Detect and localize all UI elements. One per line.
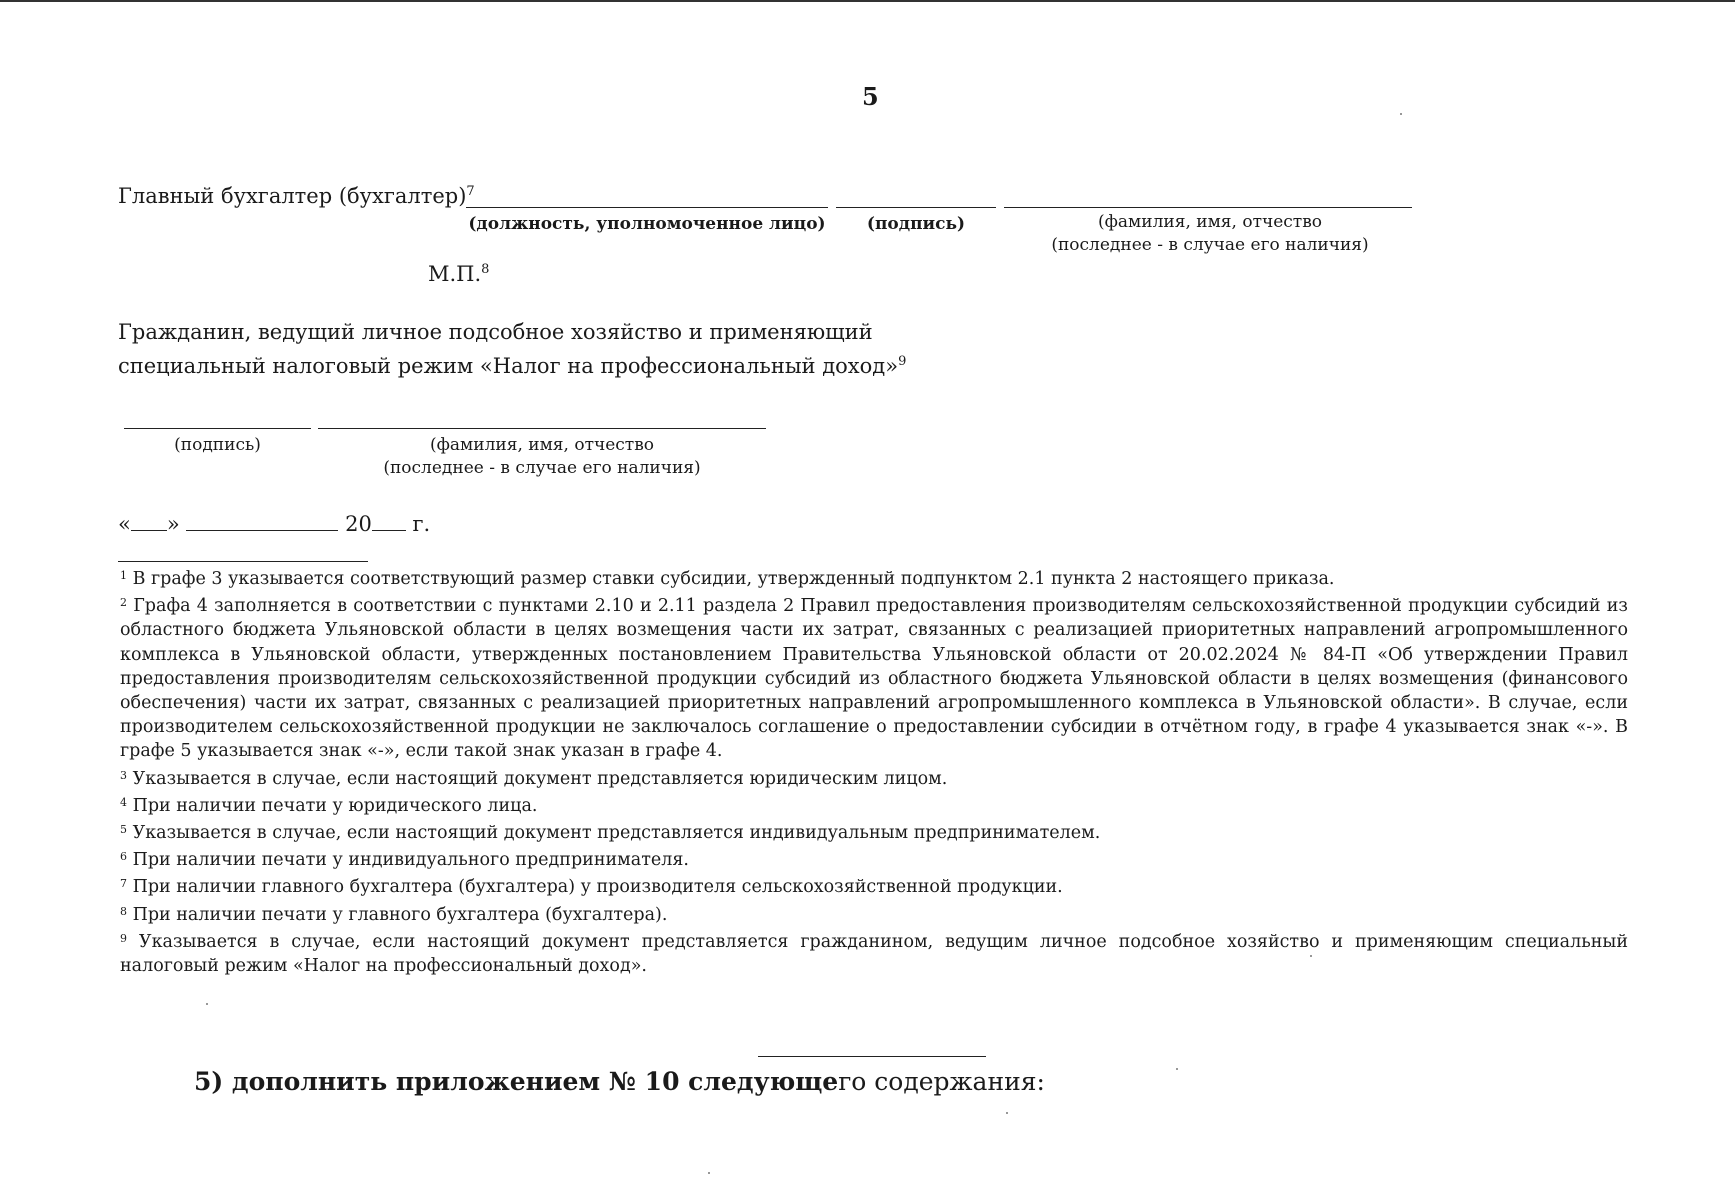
scan-speck (1006, 1112, 1008, 1114)
footnote-9 (120, 927, 1628, 978)
footnote-text: При наличии печати у индивидуального предпринимателя. (132, 850, 689, 871)
date-close-quote: » (166, 512, 180, 536)
footnote-8 (120, 900, 1628, 927)
citizen-name-caption-line2: (последнее - в случае его наличия) (383, 458, 701, 478)
footnote-number: 5 (120, 823, 127, 837)
footnote-text: Графа 4 заполняется в соответствии с пунктами 2.10 и 2.11 раздела 2 Правил предоставления производителям сельскохозяйственной продукции субсидий из областного бюджета Ульяновской области в целях возмещения части их затрат, связанных с реализацией приоритетных направлений агропромышленного комплекса в Ульяновской области, утвержденных постановлением Правительства Ульяновской области от 20.02.2024 № 84-П «Об утверждении Правил предоставления производителям сельскохозяйственной продукции субсидий из областного бюджета Ульяновской области в целях возмещения (финансового обеспечения) части их затрат, связанных с реализацией приоритетных направлений агропромышленного комплекса в Ульяновской области». В случае, если производителем сельскохозяйственной продукции не заключалось соглашение о предоставлении субсидии в отчётном году, в графе 4 указывается знак «-». В графе 5 указывается знак «-», если такой знак указан в графе 4. (120, 596, 1628, 762)
scan-speck (206, 1003, 208, 1005)
section-heading-bold: 5) дополнить приложением № 10 следующе (194, 1067, 839, 1096)
section-divider-line (758, 1056, 986, 1057)
stamp-label-text: М.П. (428, 262, 482, 286)
footnote-3 (120, 764, 1628, 791)
day-blank (131, 510, 167, 531)
year-suffix: г. (412, 512, 431, 536)
footnote-1 (120, 564, 1628, 591)
footnote-number: 3 (120, 768, 127, 782)
date-line (118, 510, 430, 536)
citizen-signature-line (124, 428, 311, 429)
footnote-number: 1 (120, 569, 127, 582)
footnote-separator (118, 561, 368, 562)
footnote-text: Указывается в случае, если настоящий документ представляется гражданином, ведущим личное подсобное хозяйство и применяющим специальный налоговый режим «Налог на профессиональный доход». (120, 931, 1628, 977)
citizen-title-line2 (118, 347, 906, 381)
scan-speck (1310, 955, 1312, 957)
footnote-ref: 8 (481, 262, 490, 277)
footnote-ref: 7 (466, 184, 475, 199)
footnote-number: 4 (120, 795, 127, 809)
footnote-text: В графе 3 указывается соответствующий размер ставки субсидии, утвержденный подпунктом 2.1 пункта 2 настоящего приказа. (132, 569, 1335, 589)
signature-line (836, 207, 996, 208)
chief-accountant-label-text: Главный бухгалтер (бухгалтер) (118, 184, 467, 208)
footnote-2 (120, 591, 1628, 763)
footnote-number: 9 (120, 931, 127, 945)
name-signature-line (1004, 207, 1412, 208)
top-border (0, 0, 1735, 2)
citizen-title-line1: Гражданин, ведущий личное подсобное хозяйство и применяющий (118, 320, 873, 344)
scan-speck (1400, 113, 1402, 115)
footnote-4 (120, 791, 1628, 818)
footnote-text: При наличии главного бухгалтера (бухгалтера) у производителя сельскохозяйственной продукции. (132, 877, 1063, 898)
footnote-text: При наличии печати у юридического лица. (132, 795, 538, 816)
citizen-signature-caption: (подпись) (174, 435, 261, 455)
name-caption-line2: (последнее - в случае его наличия) (1051, 235, 1369, 255)
name-caption-line1: (фамилия, имя, отчество (1097, 212, 1323, 232)
footnote-5 (120, 818, 1628, 845)
year-blank (372, 510, 406, 531)
position-caption: (должность, уполномоченное лицо) (468, 214, 826, 234)
stamp-label (428, 262, 489, 286)
date-open-quote: « (118, 512, 131, 536)
footnotes (120, 564, 1628, 978)
section-heading-rest: го содержания: (838, 1067, 1045, 1096)
name-caption (1030, 211, 1390, 257)
scan-speck (708, 1172, 710, 1174)
footnote-number: 6 (120, 850, 127, 864)
footnote-number: 2 (120, 596, 127, 610)
chief-accountant-label (118, 184, 475, 208)
signature-caption: (подпись) (866, 214, 966, 234)
footnote-ref: 9 (898, 354, 907, 369)
month-blank (186, 510, 338, 531)
footnote-text: При наличии печати у главного бухгалтера (бухгалтера). (132, 904, 668, 925)
footnote-6 (120, 845, 1628, 872)
citizen-name-caption-line1: (фамилия, имя, отчество (429, 435, 655, 455)
section-heading (194, 1067, 1045, 1096)
year-prefix: 20 (345, 512, 372, 536)
scan-speck (1176, 1068, 1178, 1070)
citizen-title-line2-text: специальный налоговый режим «Налог на профессиональный доход» (118, 354, 899, 378)
footnote-number: 8 (120, 904, 127, 918)
footnote-7 (120, 872, 1628, 899)
citizen-name-caption (318, 434, 766, 480)
citizen-title (118, 318, 906, 381)
footnote-text: Указывается в случае, если настоящий документ представляется индивидуальным предпринимателем. (132, 823, 1101, 844)
position-signature-line (466, 207, 828, 208)
page-number: 5 (862, 82, 879, 111)
footnote-number: 7 (120, 877, 127, 891)
footnote-text: Указывается в случае, если настоящий документ представляется юридическим лицом. (132, 768, 948, 789)
citizen-name-line (318, 428, 766, 429)
